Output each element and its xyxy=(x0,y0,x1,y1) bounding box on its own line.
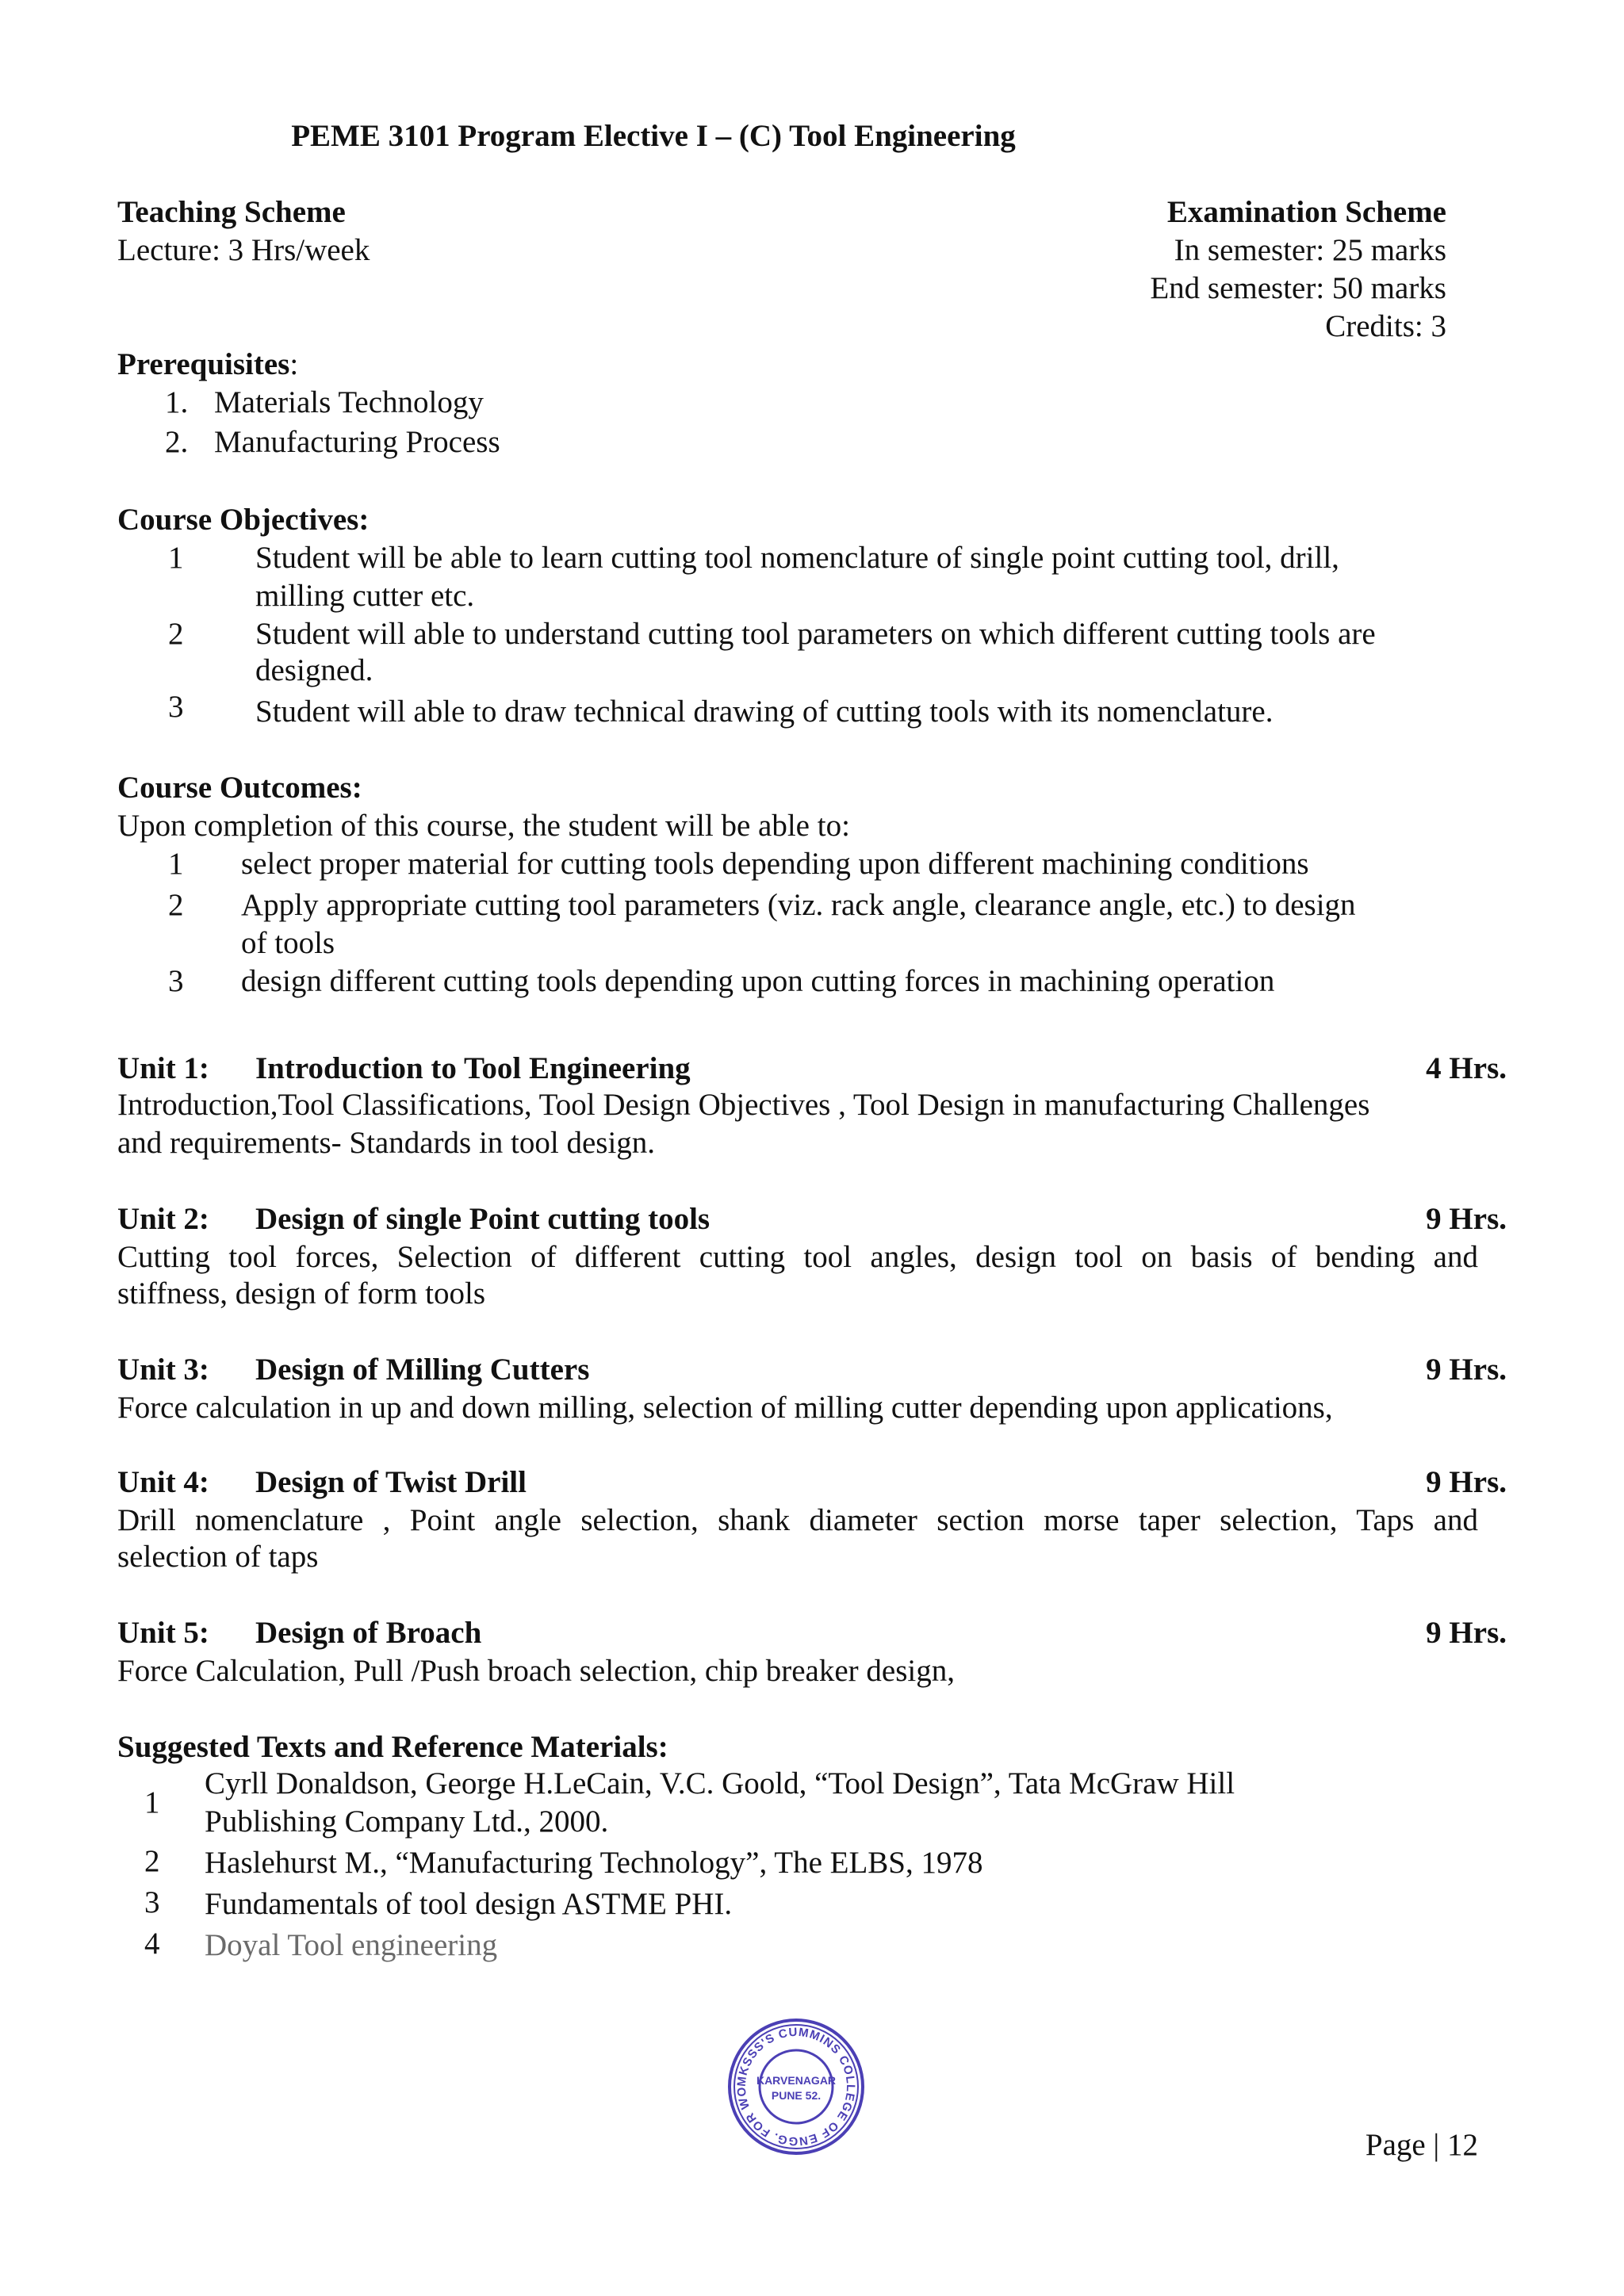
objective-line: Student will able to understand cutting tool parameters on which different cutting tools are xyxy=(255,617,1376,651)
outcome-line: Apply appropriate cutting tool parameters (viz. rack angle, clearance angle, etc.) to design xyxy=(241,888,1356,922)
prereq-item: Materials Technology xyxy=(214,385,484,419)
unit-title: Design of Twist Drill xyxy=(255,1465,527,1499)
outcome-number: 3 xyxy=(168,964,184,998)
unit-label: Unit 3: xyxy=(117,1353,209,1387)
reference-number: 2 xyxy=(144,1844,160,1878)
page-number: Page | 12 xyxy=(1365,2128,1478,2162)
reference-line: Doyal Tool engineering xyxy=(205,1928,498,1962)
objective-line: Student will be able to learn cutting tool nomenclature of single point cutting tool, drill, xyxy=(255,541,1339,575)
unit-title: Design of Milling Cutters xyxy=(255,1353,590,1387)
prereq-item-number: 2. xyxy=(165,425,189,459)
unit-hours: 9 Hrs. xyxy=(1426,1202,1507,1236)
prerequisites-label: Prerequisites xyxy=(117,347,290,381)
exam-end-semester: End semester: 50 marks xyxy=(1150,271,1446,305)
svg-text:KARVENAGAR: KARVENAGAR xyxy=(756,2074,837,2087)
unit-desc-line: selection of taps xyxy=(117,1540,319,1574)
prerequisites-heading xyxy=(117,346,298,384)
unit-hours: 9 Hrs. xyxy=(1426,1616,1507,1650)
unit-hours: 9 Hrs. xyxy=(1426,1465,1507,1499)
unit-hours: 9 Hrs. xyxy=(1426,1353,1507,1387)
objective-line: designed. xyxy=(255,653,373,687)
prereq-item: Manufacturing Process xyxy=(214,425,500,459)
reference-line: Haslehurst M., “Manufacturing Technology”, The ELBS, 1978 xyxy=(205,1846,983,1880)
exam-in-semester: In semester: 25 marks xyxy=(1174,233,1446,267)
unit-desc-line: Drill nomenclature , Point angle selection, shank diameter section morse taper selection, Taps and xyxy=(117,1503,1478,1537)
outcomes-heading: Course Outcomes: xyxy=(117,771,362,805)
objective-line: milling cutter etc. xyxy=(255,579,475,613)
reference-number: 3 xyxy=(144,1885,160,1919)
outcome-number: 1 xyxy=(168,847,184,881)
outcome-line: design different cutting tools depending upon cutting forces in machining operation xyxy=(241,964,1275,998)
unit-label: Unit 4: xyxy=(117,1465,209,1499)
prerequisites-colon: : xyxy=(289,347,299,381)
unit-desc-line: stiffness, design of form tools xyxy=(117,1276,486,1311)
unit-label: Unit 5: xyxy=(117,1616,209,1650)
unit-desc-line: Force calculation in up and down milling, selection of milling cutter depending upon applications, xyxy=(117,1391,1333,1425)
outcome-line: of tools xyxy=(241,926,335,960)
reference-line: Fundamentals of tool design ASTME PHI. xyxy=(205,1887,733,1921)
svg-text:MKSSS'S CUMMINS COLLEGE OF ENG: MKSSS'S CUMMINS COLLEGE OF ENGG. FOR WO xyxy=(734,2025,858,2149)
references-heading: Suggested Texts and Reference Materials: xyxy=(117,1730,668,1764)
objective-number: 3 xyxy=(168,690,184,724)
unit-desc-line: and requirements- Standards in tool design. xyxy=(117,1126,656,1160)
unit-desc-line: Cutting tool forces, Selection of different cutting tool angles, design tool on basis of bending and xyxy=(117,1240,1478,1274)
objectives-heading: Course Objectives: xyxy=(117,503,370,537)
college-stamp xyxy=(725,2015,868,2158)
objective-number: 1 xyxy=(168,541,184,575)
reference-line: Cyrll Donaldson, George H.LeCain, V.C. Goold, “Tool Design”, Tata McGraw Hill xyxy=(205,1766,1235,1800)
objective-line: Student will able to draw technical drawing of cutting tools with its nomenclature. xyxy=(255,695,1274,729)
teaching-scheme-heading: Teaching Scheme xyxy=(117,195,346,229)
outcomes-intro: Upon completion of this course, the student will be able to: xyxy=(117,809,850,843)
college-stamp-seal xyxy=(725,2015,868,2158)
unit-desc-line: Introduction,Tool Classifications, Tool Design Objectives , Tool Design in manufacturing Challenges xyxy=(117,1088,1370,1122)
unit-title: Design of Broach xyxy=(255,1616,482,1650)
outcome-number: 2 xyxy=(168,888,184,922)
unit-label: Unit 2: xyxy=(117,1202,209,1236)
reference-number: 4 xyxy=(144,1927,160,1961)
unit-title: Design of single Point cutting tools xyxy=(255,1202,710,1236)
page-title: PEME 3101 Program Elective I – (C) Tool Engineering xyxy=(291,119,1016,153)
unit-hours: 4 Hrs. xyxy=(1426,1051,1507,1085)
exam-credits: Credits: 3 xyxy=(1325,309,1446,343)
unit-desc-line: Force Calculation, Pull /Push broach selection, chip breaker design, xyxy=(117,1654,955,1688)
unit-label: Unit 1: xyxy=(117,1051,209,1085)
reference-number: 1 xyxy=(144,1785,160,1820)
outcome-line: select proper material for cutting tools depending upon different machining conditions xyxy=(241,847,1309,881)
unit-title: Introduction to Tool Engineering xyxy=(255,1051,691,1085)
svg-text:PUNE 52.: PUNE 52. xyxy=(771,2089,822,2102)
teaching-lecture: Lecture: 3 Hrs/week xyxy=(117,233,370,267)
exam-scheme-heading: Examination Scheme xyxy=(1166,195,1446,229)
objective-number: 2 xyxy=(168,617,184,651)
reference-line: Publishing Company Ltd., 2000. xyxy=(205,1804,609,1839)
prereq-item-number: 1. xyxy=(165,385,189,419)
